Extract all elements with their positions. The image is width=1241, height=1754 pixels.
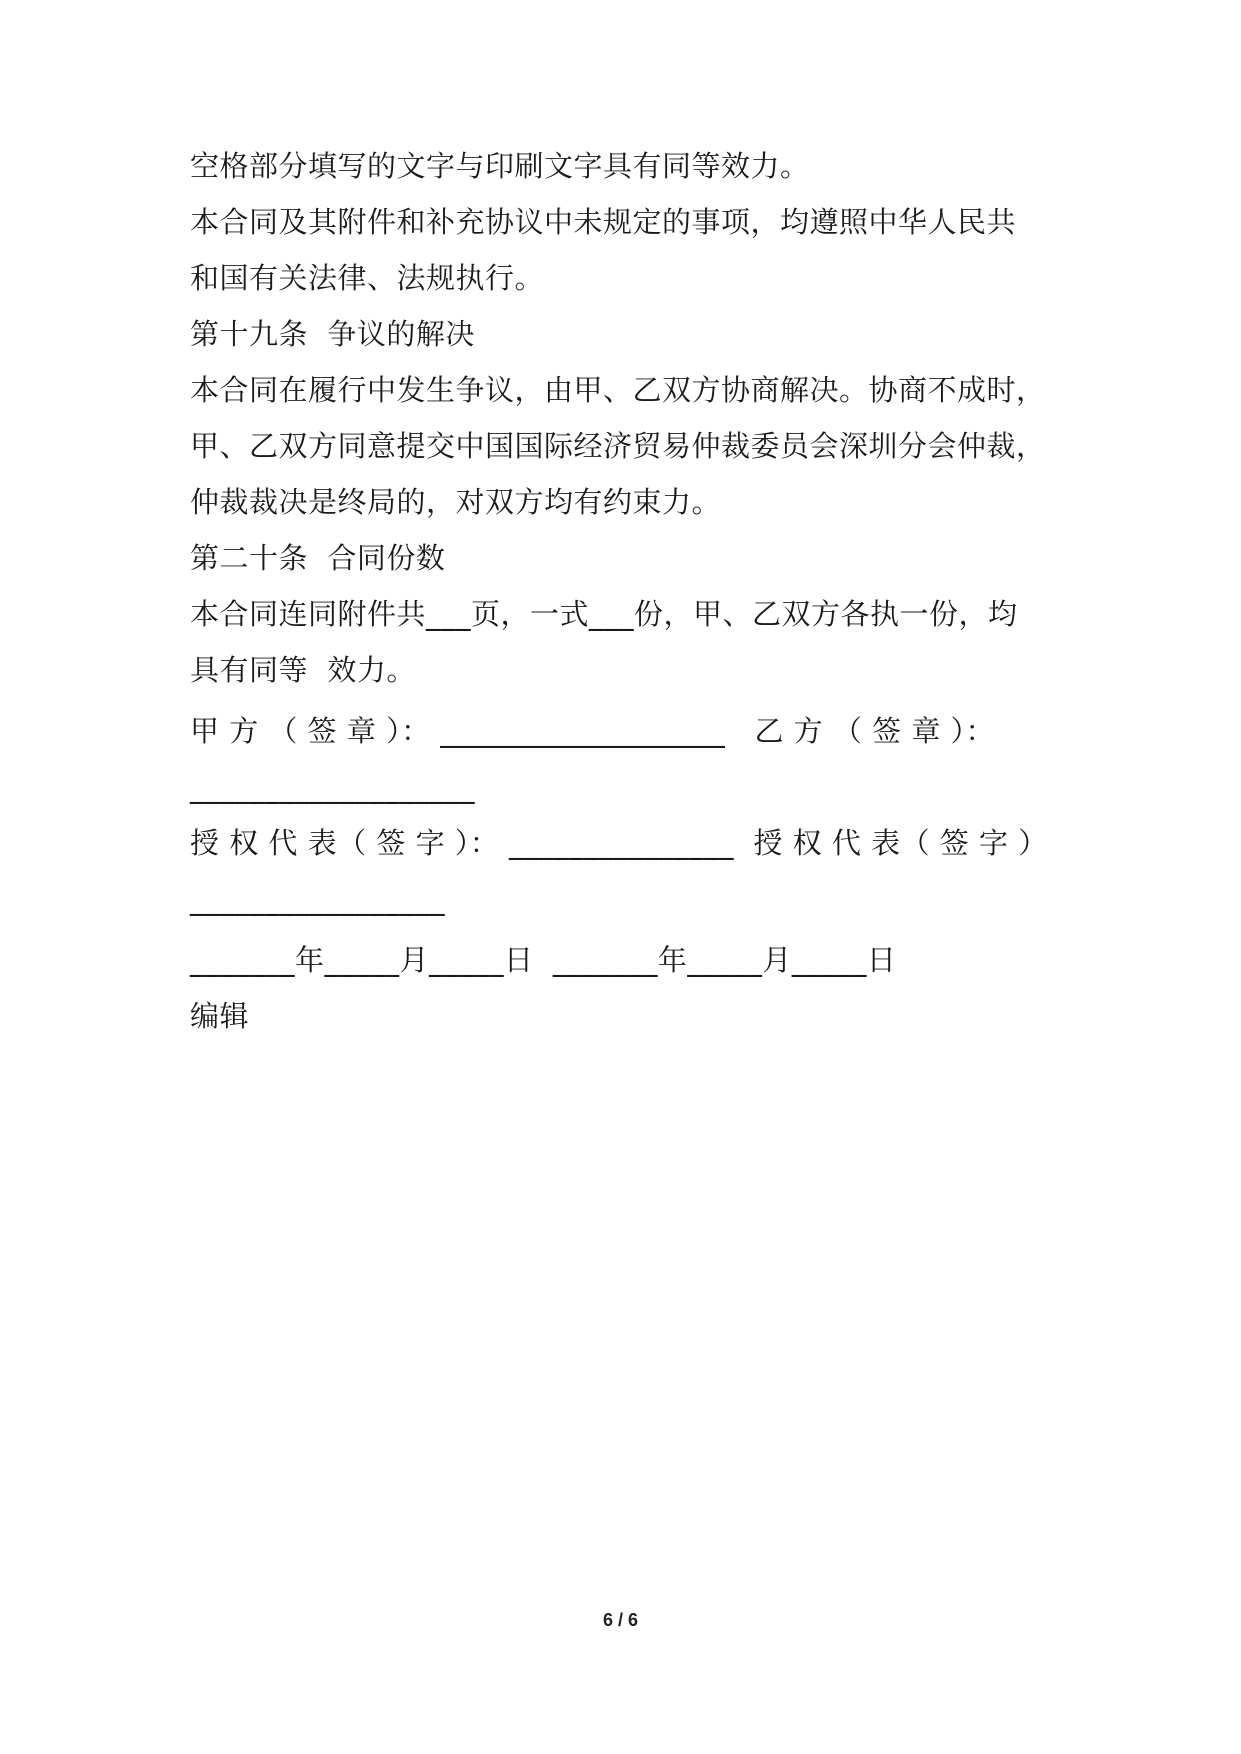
- signature-line-party-a-b: 甲 方 （ 签 章 ）： ___________________ 乙 方 （ 签 章 ）：: [190, 714, 996, 748]
- paragraph-line: 具有同等 效力。: [190, 653, 416, 687]
- paragraph-line: 本合同及其附件和补充协议中未规定的事项，均遵照中华人民共: [190, 205, 1017, 239]
- paragraph-line: 本合同连同附件共___页，一式___份，甲、乙双方各执一份，均: [190, 597, 1018, 631]
- edit-label: 编辑: [190, 999, 250, 1033]
- paragraph-line: 甲、乙双方同意提交中国国际经济贸易仲裁委员会深圳分会仲裁，: [190, 429, 1046, 463]
- date-line: _______年_____月_____日 _______年_____月_____日: [190, 943, 897, 977]
- section-heading: 第十九条 争议的解决: [190, 317, 475, 351]
- signature-line-representative: 授 权 代 表（ 签 字 ）： _______________ 授 权 代 表（ 签 字 ）: [190, 826, 1048, 860]
- paragraph-line: 和国有关法律、法规执行。: [190, 261, 545, 295]
- section-heading: 第二十条 合同份数: [190, 541, 446, 575]
- page-number: 6 / 6: [602, 1610, 639, 1630]
- signature-blank: _________________: [190, 882, 445, 916]
- paragraph-line: 空格部分填写的文字与印刷文字具有同等效力。: [190, 149, 810, 183]
- paragraph-line: 仲裁裁决是终局的，对双方均有约束力。: [190, 485, 722, 519]
- signature-blank: ___________________: [190, 770, 475, 804]
- paragraph-line: 本合同在履行中发生争议，由甲、乙双方协商解决。协商不成时，: [190, 373, 1046, 407]
